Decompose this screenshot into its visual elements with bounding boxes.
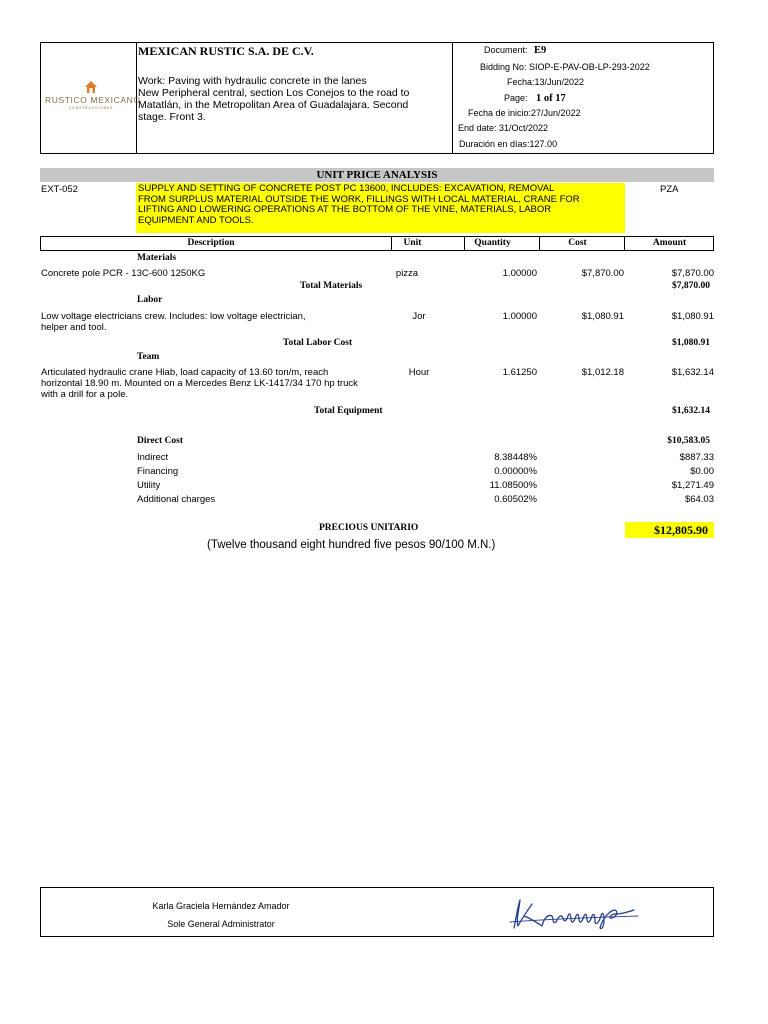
concept-line: FROM SURPLUS MATERIAL OUTSIDE THE WORK, FILLINGS WITH LOCAL MATERIAL, CRANE FOR xyxy=(138,193,580,205)
direct-cost-value: $10,583.05 xyxy=(667,436,710,446)
row-quantity: 1.00000 xyxy=(502,268,537,279)
signer-name: Karla Graciela Hernández Amador xyxy=(152,901,290,911)
summary-amount: $1,271.49 xyxy=(671,480,714,491)
section-heading-team: Team xyxy=(137,352,160,362)
document-field xyxy=(484,44,546,57)
row-description: with a drill for a pole. xyxy=(41,389,129,400)
signature-box xyxy=(40,887,714,937)
column-header-amount: Amount xyxy=(652,238,687,248)
row-amount: $7,870.00 xyxy=(671,268,714,279)
logo-name: RUSTICO MEXICANO xyxy=(45,95,141,105)
table-row xyxy=(41,268,205,279)
work-line: stage. Front 3. xyxy=(138,111,206,123)
duracion: Duración en días:127.00 xyxy=(459,139,558,149)
table-row xyxy=(41,311,306,333)
summary-percent: 8.38448% xyxy=(494,452,537,463)
total-materials-value: $7,870.00 xyxy=(672,281,710,291)
summary-percent: 0.60502% xyxy=(494,494,537,505)
summary-amount: $0.00 xyxy=(690,466,714,477)
concept-code: EXT-052 xyxy=(41,184,78,195)
summary-amount: $64.03 xyxy=(684,494,714,505)
analysis-title-bar xyxy=(40,168,714,182)
row-amount: $1,080.91 xyxy=(671,311,714,322)
house-icon xyxy=(85,81,97,93)
row-description: helper and tool. xyxy=(41,322,107,333)
work-line: Matatlán, in the Metropolitan Area of Guadalajara. Second xyxy=(138,99,409,111)
header-divider xyxy=(452,43,453,153)
total-labor-label: Total Labor Cost xyxy=(283,338,353,348)
fecha: Fecha:13/Jun/2022 xyxy=(507,77,585,87)
concept-unit: PZA xyxy=(660,184,679,195)
work-line: Work: Paving with hydraulic concrete in the lanes xyxy=(138,75,367,87)
row-description: Articulated hydraulic crane Hiab, load capacity of 13.60 ton/m, reach xyxy=(41,367,329,378)
page-field xyxy=(504,91,566,106)
unit-price-value: $12,805.90 xyxy=(625,522,714,538)
row-cost: $7,870.00 xyxy=(581,268,624,279)
summary-amount: $887.33 xyxy=(679,452,714,463)
page-label: Page: xyxy=(504,93,528,103)
document-label: Document: xyxy=(484,45,528,55)
summary-label: Additional charges xyxy=(137,494,216,505)
total-materials-label: Total Materials xyxy=(300,281,363,291)
summary-label: Utility xyxy=(137,480,161,491)
row-description: Low voltage electricians crew. Includes: low voltage electrician, xyxy=(41,311,306,322)
row-cost: $1,012.18 xyxy=(581,367,624,378)
logo-tagline: CONSTRUCCIONES xyxy=(68,106,114,110)
company-name: MEXICAN RUSTIC S.A. DE C.V. xyxy=(138,44,314,58)
section-heading-labor: Labor xyxy=(137,295,163,305)
signer-role: Sole General Administrator xyxy=(167,919,275,929)
total-labor-value: $1,080.91 xyxy=(672,338,710,348)
concept-description xyxy=(136,183,625,233)
column-header-description: Description xyxy=(187,238,235,248)
end-date: End date: 31/Oct/2022 xyxy=(458,123,549,133)
row-description: Concrete pole PCR - 13C-600 1250KG xyxy=(41,268,206,279)
work-line: New Peripheral central, section Los Conejos to the road to xyxy=(138,87,410,99)
row-unit: Jor xyxy=(412,311,426,322)
analysis-title: UNIT PRICE ANALYSIS xyxy=(316,169,438,181)
table-header xyxy=(40,236,714,251)
row-unit: pizza xyxy=(395,268,419,279)
document-value: E9 xyxy=(534,45,547,56)
row-cost: $1,080.91 xyxy=(581,311,624,322)
row-quantity: 1.00000 xyxy=(502,311,537,322)
company-logo xyxy=(45,81,141,121)
column-header-unit: Unit xyxy=(403,238,422,248)
bidding-number: Bidding No: SIOP-E-PAV-OB-LP-293-2022 xyxy=(480,62,650,72)
document-header xyxy=(40,42,714,154)
table-row xyxy=(41,367,358,400)
column-header-quantity: Quantity xyxy=(474,238,511,248)
row-description: horizontal 18.90 m. Mounted on a Mercedes Benz LK-1417/34 170 hp truck xyxy=(41,378,358,389)
row-amount: $1,632.14 xyxy=(671,367,714,378)
summary-label: Indirect xyxy=(137,452,169,463)
total-equipment-label: Total Equipment xyxy=(314,406,383,416)
work-description xyxy=(138,75,450,123)
page-value: 1 of 17 xyxy=(536,93,566,104)
column-header-cost: Cost xyxy=(568,238,587,248)
unit-price-in-words: (Twelve thousand eight hundred five pesos 90/100 M.N.) xyxy=(207,539,496,551)
summary-label: Financing xyxy=(137,466,179,477)
concept-line: SUPPLY AND SETTING OF CONCRETE POST PC 13600, INCLUDES: EXCAVATION, REMOVAL xyxy=(138,183,555,194)
row-quantity: 1.61250 xyxy=(502,367,537,378)
summary-percent: 0.00000% xyxy=(494,466,537,477)
concept-line: LIFTING AND LOWERING OPERATIONS AT THE BOTTOM OF THE VINE, MATERIALS, LABOR xyxy=(138,204,552,216)
unit-price-label: PRECIOUS UNITARIO xyxy=(319,523,419,533)
summary-percent: 11.08500% xyxy=(489,480,537,491)
total-equipment-value: $1,632.14 xyxy=(672,406,710,416)
row-unit: Hour xyxy=(408,367,430,378)
direct-cost-label: Direct Cost xyxy=(137,436,183,446)
handwritten-signature xyxy=(506,892,641,934)
fecha-inicio: Fecha de inicio:27/Jun/2022 xyxy=(468,108,581,118)
concept-line: EQUIPMENT AND TOOLS. xyxy=(138,215,254,227)
section-heading-materials: Materials xyxy=(137,253,177,263)
